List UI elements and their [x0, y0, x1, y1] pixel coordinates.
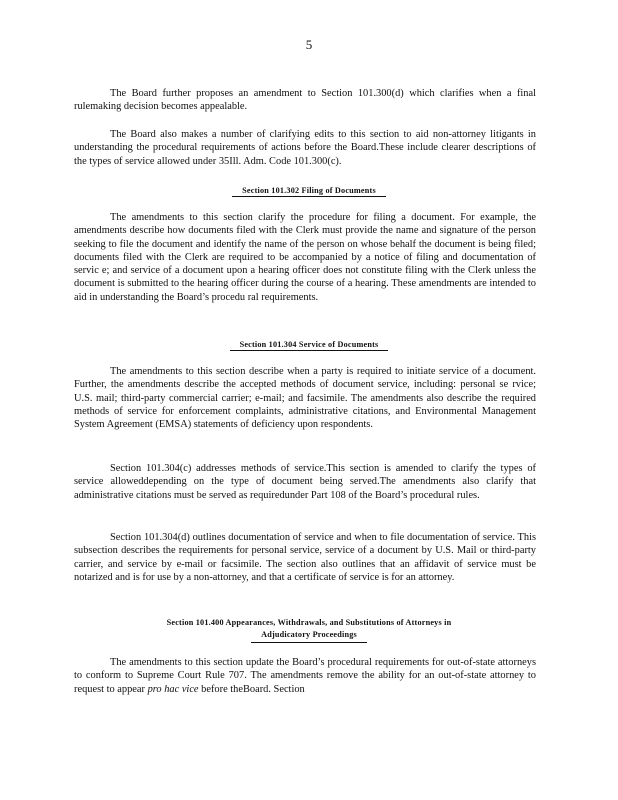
paragraph-service: The amendments to this section describe when a party is required to initiate service of a document. Further, the amendments describe the accepted methods of document service, including: personal se rvice; U.S. mail; third-party commercial carrier; e-mail; and facsimile. The amendments also describe the required methods of service for enforcement complaints, administrative citations, and Environmental Management System Agreement (EMSA) statements of deficiency upon respondents. [74, 366, 536, 431]
section-heading-service [0, 340, 618, 351]
paragraph-clarifying-edits: The Board also makes a number of clarifying edits to this section to aid non-attorney litigants in understanding the procedural requirements of actions before the Board.These include clearer descriptions of the types of service allowed under 35Ill. Adm. Code 101.300(c). [74, 129, 536, 167]
section-heading-filing [0, 186, 618, 197]
paragraph-out-of-state-attorneys [74, 656, 536, 696]
paragraph-methods-of-service: Section 101.304(c) addresses methods of service.This section is amended to clarify the types of service alloweddepending on the type of document being served.The amendments also clarify that administrative citations must be served as requiredunder Part 108 of the Board’s procedural rules. [74, 463, 536, 501]
section-heading-filing-text: Section 101.302 Filing of Documents [232, 186, 386, 197]
section-heading-appearances-line2: Adjudicatory Proceedings [251, 629, 367, 643]
page-number: 5 [305, 37, 313, 52]
paragraph-appealable: The Board further proposes an amendment to Section 101.300(d) which clarifies when a final rulemaking decision becomes appealable. [74, 88, 536, 113]
section-heading-appearances-line1: Section 101.400 Appearances, Withdrawals, and Substitutions of Attorneys in [166, 618, 452, 627]
paragraph-documentation-of-service: Section 101.304(d) outlines documentation of service and when to file documentation of service. This subsection describes the requirements for personal service, service of a document by U.S. Mail or third-party carrier, and service by e-mail or facsimile. The section also outlines that an affidavit of service must be notarized and is for use by a non-attorney, and that a certificate of service is for an attorney. [74, 532, 536, 583]
paragraph-out-of-state-text: The amendments to this section update the Board’s procedural requirements for out-of-state attorneys to conform to Supreme Court Rule 707. The amendments remove the ability for an out-of-state attorney to request to appear [74, 657, 536, 695]
section-heading-appearances [0, 617, 618, 643]
paragraph-filing: The amendments to this section clarify the procedure for filing a document. For example, the amendments describe how documents filed with the Clerk must provide the name and signature of the person seeking to file the document and identify the name of the person on whose behalf the document is being filed; documents filed with the Clerk are required to be accompanied by a notice of filing and documentation of servic e; and service of a document upon a hearing officer does not constitute filing with the Clerk unless the document is submitted to the hearing officer during the course of a hearing. These amendments are intended to aid in understanding the Board’s procedu ral requirements. [74, 212, 536, 303]
paragraph-out-of-state-text-end: before theBoard. Section [198, 683, 305, 695]
section-heading-service-text: Section 101.304 Service of Documents [230, 340, 389, 351]
pro-hac-vice-text: pro hac vice [147, 683, 199, 695]
